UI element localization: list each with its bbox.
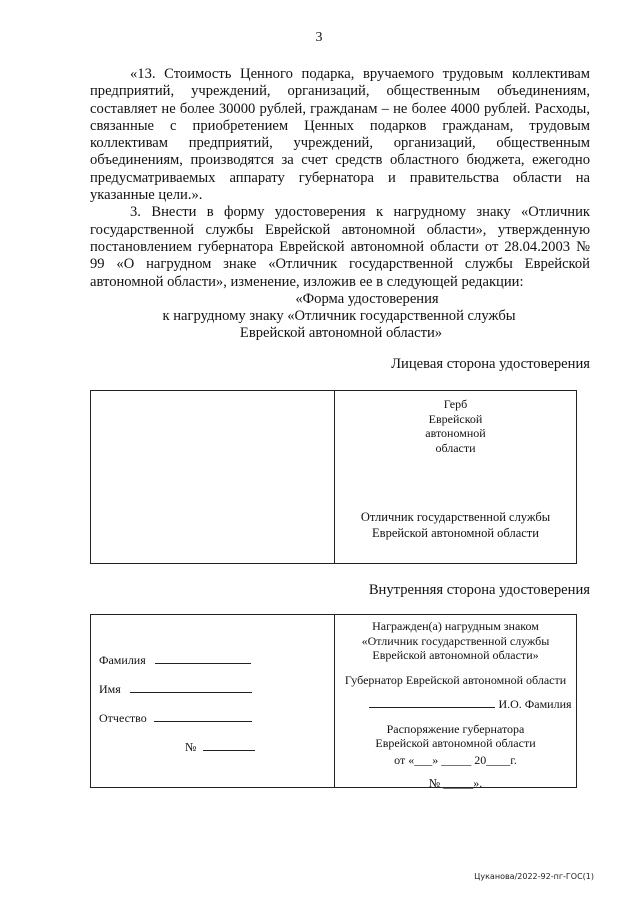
form-title-line1: «Форма удостоверения bbox=[295, 290, 439, 307]
page-number: 3 bbox=[315, 30, 323, 45]
awarded-line2: «Отличник государственной службы bbox=[361, 633, 550, 648]
governor-title: Губернатор Еврейской автономной области bbox=[344, 672, 567, 687]
awarded-block bbox=[335, 619, 576, 663]
awarded-line1: Награжден(а) нагрудным знаком bbox=[372, 619, 539, 633]
emblem-line: Еврейской bbox=[428, 411, 483, 426]
signature-row bbox=[335, 695, 576, 712]
inner-cover-right bbox=[335, 615, 576, 790]
date-month-blank: _____ bbox=[441, 752, 472, 767]
date-from: от « bbox=[394, 752, 415, 767]
signature-line bbox=[369, 695, 495, 708]
date-year: 20 bbox=[474, 752, 487, 767]
front-side-label: Лицевая сторона удостоверения bbox=[391, 356, 590, 372]
name-row bbox=[99, 680, 252, 697]
surname-label: Фамилия bbox=[99, 653, 146, 667]
patronymic-row bbox=[99, 709, 252, 726]
order-number-prefix: № bbox=[428, 776, 441, 790]
form-title-line3: Еврейской автономной области» bbox=[239, 325, 443, 342]
number-field bbox=[203, 738, 255, 751]
form-title bbox=[90, 291, 590, 343]
order-line1: Распоряжение губернатора bbox=[386, 721, 525, 736]
order-line2: Еврейской автономной области bbox=[375, 736, 536, 750]
surname-field bbox=[155, 651, 251, 664]
number-row bbox=[185, 738, 255, 755]
date-suffix: г. bbox=[510, 752, 517, 767]
document-code: Цуканова/2022-92-пг-ГОС(1) bbox=[474, 872, 594, 881]
patronymic-label: Отчество bbox=[99, 711, 147, 725]
front-title-line2: Еврейской автономной области bbox=[372, 526, 539, 540]
patronymic-field bbox=[154, 709, 252, 722]
number-label: № bbox=[185, 740, 197, 754]
emblem-line: области bbox=[435, 440, 476, 455]
order-date-row bbox=[335, 753, 576, 768]
front-cover-right bbox=[335, 391, 576, 563]
form-title-line2: к нагрудному знаку «Отличник государственной службы bbox=[162, 308, 516, 325]
front-side-box bbox=[90, 390, 577, 564]
front-title bbox=[335, 509, 576, 541]
order-number-blank: _____ bbox=[443, 776, 474, 790]
awarded-line3: Еврейской автономной области» bbox=[372, 648, 539, 662]
order-block bbox=[335, 722, 576, 751]
inner-side-box bbox=[90, 614, 577, 788]
date-year-blank: ____ bbox=[486, 752, 511, 767]
surname-row bbox=[99, 651, 251, 668]
name-label: Имя bbox=[99, 682, 121, 696]
order-number-row bbox=[335, 776, 576, 791]
signature-name: И.О. Фамилия bbox=[498, 697, 572, 711]
paragraph-13: «13. Стоимость Ценного подарка, вручаемого трудовым коллективам предприятий, учреждений, организаций, общественным объединениям, составляет не более 30000 рублей, гражданам – не более 4000 рублей. Расходы, связанные с приобретением Ценных подарков гражданам, трудовым коллективам предприятий, учреждений, организаций, общественным объединениям, производятся за счет средств областного бюджета, ежегодно предусматриваемых аппарату губернатора и правительства области на указанные цели.». bbox=[90, 66, 590, 204]
name-field bbox=[130, 680, 252, 693]
order-number-suffix: ». bbox=[473, 776, 483, 790]
front-title-line1: Отличник государственной службы bbox=[360, 510, 551, 524]
emblem-line: Герб bbox=[443, 397, 468, 411]
inner-side-label: Внутренняя сторона удостоверения bbox=[368, 582, 590, 598]
date-mid: » bbox=[432, 752, 439, 767]
emblem-line: автономной bbox=[425, 426, 486, 440]
emblem-placeholder bbox=[335, 397, 576, 455]
body-text bbox=[90, 66, 590, 343]
paragraph-3: 3. Внести в форму удостоверения к нагрудному знаку «Отличник государственной службы Еврейской автономной области», утвержденную постановлением губернатора Еврейской автономной области от 28.04.2003 № 99 «О нагрудном знаке «Отличник государственной службы Еврейской автономной области», изменение, изложив ее в следующей редакции: bbox=[90, 204, 590, 290]
date-day-blank: ___ bbox=[414, 752, 433, 767]
